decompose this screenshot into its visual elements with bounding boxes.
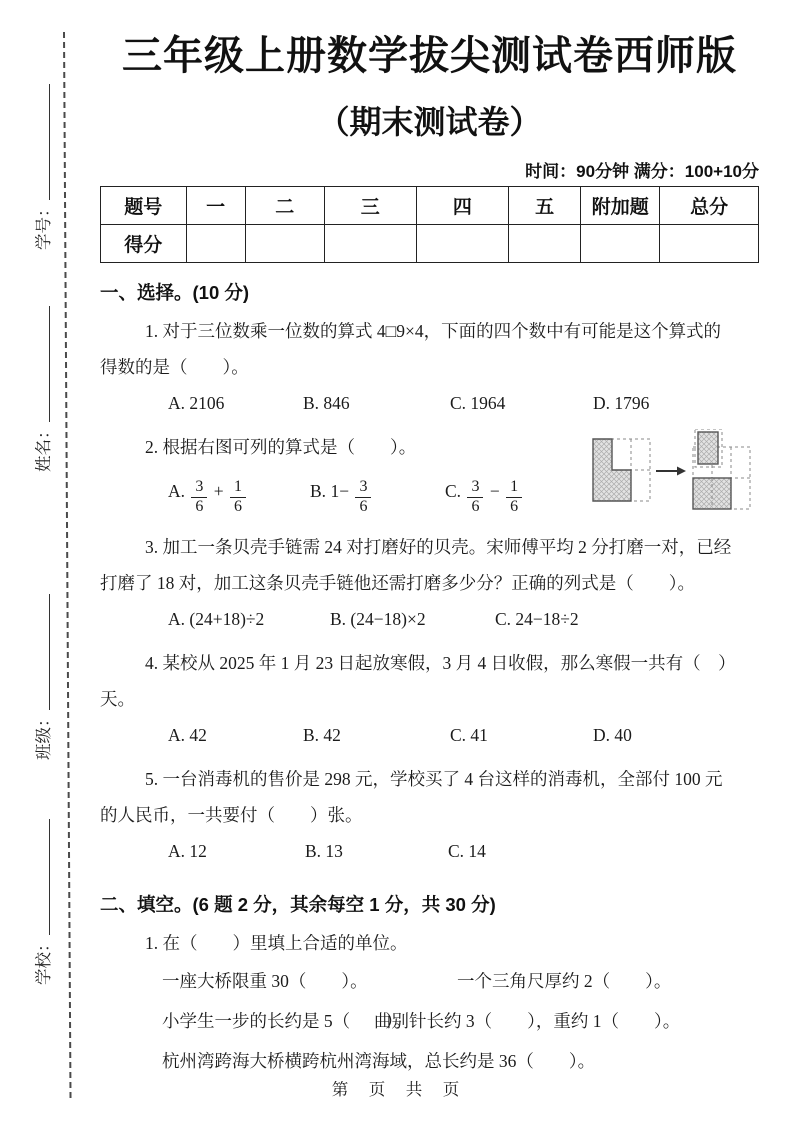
option-a: A. (24+18)÷2 (168, 609, 265, 629)
fraction-grid-diagram (589, 429, 767, 511)
option-c: C. 1964 (450, 393, 506, 413)
score-table (100, 186, 759, 263)
score-cell-empty (324, 225, 416, 263)
fill-blank-item: 一座大桥限重 30（ ）。 (162, 971, 368, 991)
option-a: A. 12 (168, 841, 207, 861)
option-b: B. 1− $\frac{3}{6}$ (310, 465, 445, 517)
option-a: A. $\frac{3}{6}$ + $\frac{1}{6}$ (168, 465, 310, 517)
class-label: 班级： (34, 710, 53, 760)
option-c: C. 14 (448, 841, 486, 861)
class-blank-line (36, 595, 50, 711)
question-2 (100, 429, 759, 521)
fill-blank-item: 一个三角尺厚约 2（ ）。 (457, 971, 672, 991)
sidebar-field-school (30, 800, 56, 985)
fill-question-1-stem: 1. 在（ ）里填上合适的单位。 (145, 933, 408, 953)
fill-blank-item: 曲别针长约 3（ ），重约 1（ ）。 (374, 1011, 681, 1031)
student-id-label: 学号： (34, 200, 53, 250)
option-b: B. 42 (303, 725, 341, 745)
question-5-line2: 的人民币，一共要付（ ）张。 (100, 805, 363, 825)
fraction: $\frac{3}{6}$ (467, 479, 483, 516)
score-cell-empty (508, 225, 580, 263)
fill-question-1 (100, 925, 759, 1081)
operator: + (213, 481, 224, 501)
question-5-line1: 5. 一台消毒机的售价是 298 元，学校买了 4 台这样的消毒机，全部付 100 元 (145, 769, 723, 789)
question-1-options (100, 385, 759, 421)
section-one-heading: 一、选择。(10 分) (100, 282, 250, 303)
paper-content (100, 0, 759, 1089)
question-3-line1: 3. 加工一条贝壳手链需 24 对打磨好的贝壳。宋师傅平均 2 分打磨一对，已经 (145, 537, 732, 557)
question-1-line2: 得数的是（ ）。 (100, 357, 249, 377)
score-header-cell: 四 (416, 187, 508, 225)
question-3-options (100, 601, 759, 637)
student-id-blank-line (36, 85, 50, 201)
fill-blank-item: 杭州湾跨海大桥横跨杭州湾海域，总长约是 36（ ）。 (162, 1051, 596, 1071)
score-cell-empty (245, 225, 324, 263)
score-header-cell: 附加题 (581, 187, 660, 225)
option-c: C. 41 (450, 725, 488, 745)
arrow-right-icon (656, 467, 686, 476)
fill-blank-item: 小学生一步的长约是 5（ ）。 (162, 1011, 412, 1031)
footer-page-label: 第 页 共 页 (331, 1081, 462, 1099)
score-row-label: 得分 (101, 225, 187, 263)
sidebar-field-class (30, 575, 56, 760)
score-cell-empty (660, 225, 759, 263)
sidebar-field-student-id (30, 65, 56, 250)
fraction: $\frac{1}{6}$ (506, 479, 522, 516)
question-2-options (100, 465, 580, 517)
question-3 (100, 529, 759, 637)
option-b: B. 13 (305, 841, 343, 861)
fill-row-3 (100, 1041, 759, 1081)
option-b: B. (24−18)×2 (330, 609, 426, 629)
score-cell-empty (416, 225, 508, 263)
score-header-cell: 总分 (660, 187, 759, 225)
question-5-options (100, 833, 759, 869)
score-cell-empty (581, 225, 660, 263)
operand: 1− (330, 481, 350, 501)
name-label: 姓名： (34, 422, 53, 472)
question-1 (100, 313, 759, 421)
score-header-cell: 三 (324, 187, 416, 225)
score-header-cell: 二 (245, 187, 324, 225)
question-5 (100, 761, 759, 869)
fraction: $\frac{3}{6}$ (355, 479, 371, 516)
sidebar-field-name (30, 287, 56, 472)
question-3-line2: 打磨了 18 对，加工这条贝壳手链他还需打磨多少分？正确的列式是（ ）。 (100, 573, 695, 593)
fraction: $\frac{3}{6}$ (191, 479, 207, 516)
school-label: 学校： (34, 935, 53, 985)
option-a: A. 2106 (168, 393, 225, 413)
option-b: B. 846 (303, 393, 350, 413)
option-a: A. 42 (168, 725, 207, 745)
fraction: $\frac{1}{6}$ (230, 479, 246, 516)
option-d: D. 40 (593, 725, 632, 745)
name-blank-line (36, 307, 50, 423)
option-d: D. 1796 (593, 393, 650, 413)
score-cell-empty (186, 225, 245, 263)
question-2-stem: 2. 根据右图可列的算式是（ ）。 (145, 437, 417, 457)
score-header-cell: 一 (186, 187, 245, 225)
section-two-heading: 二、填空。(6 题 2 分，其余每空 1 分，共 30 分) (100, 894, 496, 915)
score-table-score-row (101, 225, 759, 263)
option-c: C. $\frac{3}{6}$ − $\frac{1}{6}$ (445, 465, 580, 517)
paper-title: 三年级上册数学拔尖测试卷西师版 (122, 34, 737, 78)
question-4-options (100, 717, 759, 753)
question-4 (100, 645, 759, 753)
score-header-cell: 题号 (101, 187, 187, 225)
question-4-line2: 天。 (100, 689, 135, 709)
paper-subtitle: （期末测试卷） (317, 104, 542, 140)
exam-meta: 时间：90分钟 满分：100+10分 (525, 162, 759, 181)
question-1-line1: 1. 对于三位数乘一位数的算式 4□9×4，下面的四个数中有可能是这个算式的 (145, 321, 722, 341)
operator: − (489, 481, 500, 501)
school-blank-line (36, 820, 50, 936)
option-c: C. 24−18÷2 (495, 609, 579, 629)
question-4-line1: 4. 某校从 2025 年 1 月 23 日起放寒假，3 月 4 日收假，那么寒假一共有（ ） (145, 653, 736, 673)
fill-row-1 (100, 961, 759, 1001)
fold-dashed-line (63, 32, 72, 1098)
fill-row-2 (100, 1001, 759, 1041)
score-header-cell: 五 (508, 187, 580, 225)
score-table-header-row (101, 187, 759, 225)
